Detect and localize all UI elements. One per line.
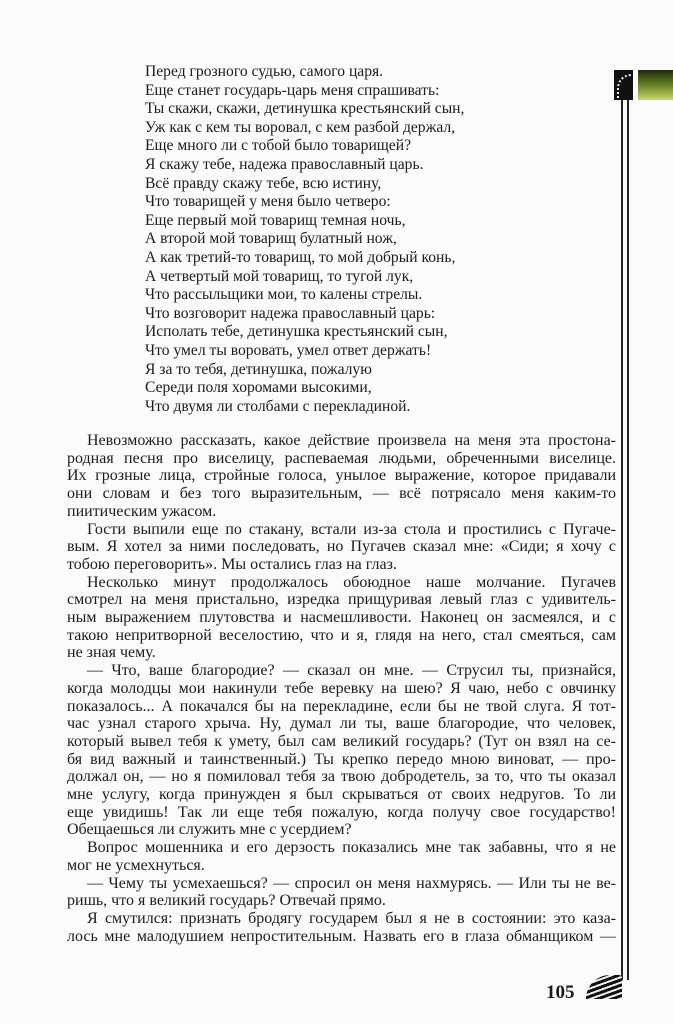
verse-line: Исполать тебе, детинушка крестьянский сын, xyxy=(145,323,448,341)
paragraph xyxy=(67,432,616,521)
verse-line: Ты скажи, скажи, детинушка крестьянский сын, xyxy=(145,100,465,118)
verse-line: Всё правду скажу тебе, всю истину, xyxy=(145,174,382,192)
verse-line: Я скажу тебе, надежа православный царь. xyxy=(145,155,424,173)
verse-line: Что умел ты воровать, умел ответ держать! xyxy=(145,341,432,359)
fan-ornament-icon xyxy=(614,70,633,100)
text-line: когда молодцы мои накинули тебе веревку на шею? Я чаю, небо с овчинку xyxy=(67,679,616,697)
text-line: родная песня про виселицу, распеваемая людьми, обреченными виселице. xyxy=(67,449,616,467)
text-line: мне услугу, когда принужден я был скрываться от своих недругов. То ли xyxy=(67,786,616,804)
text-line: пиитическим ужасом. xyxy=(67,502,217,520)
paragraph xyxy=(67,662,616,839)
text-line: Невозможно рассказать, какое действие произвела на меня эта простона- xyxy=(87,432,616,449)
text-line: Я смутился: признать бродягу государем был я не в состоянии: это каза- xyxy=(87,909,616,927)
verse-line: Перед грозного судью, самого царя. xyxy=(145,63,384,80)
text-line: который вывел тебя к умету, был сам великий государь? (Тут он взял на се- xyxy=(67,732,616,750)
text-line: они словам и без того выразительным, — всё потрясало меня каким-то xyxy=(67,485,616,503)
text-line: Несколько минут продолжалось обоюдное наше молчание. Пугачев xyxy=(87,573,616,591)
text-line: Вопрос мошенника и его дерзость показались мне так забавны, что я не xyxy=(87,839,616,857)
text-line: Гости выпили еще по стакану, встали из-за стола и простились с Пугаче- xyxy=(87,520,616,538)
text-line: вым. Я хотел за ними последовать, но Пугачев сказал мне: «Сиди; я хочу с xyxy=(67,538,616,556)
text-line: — Что, ваше благородие? — сказал он мне. — Струсил ты, признайся, xyxy=(87,662,616,680)
text-line: ришь, что я великий государь? Отвечай прямо. xyxy=(67,892,386,910)
verse-line: Середи поля хоромами высокими, xyxy=(145,379,372,397)
text-line: лось мне малодушием непростительным. Назвать его в глаза обманщиком — xyxy=(67,927,616,945)
paragraph xyxy=(67,839,616,874)
verse-line: Еще станет государь-царь меня спрашивать: xyxy=(145,81,440,99)
verse-line: Что товарищей у меня было четверо: xyxy=(145,193,391,211)
text-line: должал он, — но я помиловал тебя за твою добродетель, за то, что ты оказал xyxy=(67,768,616,786)
header-thumbnail-image xyxy=(638,70,673,100)
prose-text xyxy=(67,432,616,945)
text-line: еще увидишь! Так ли еще тебя пожалую, когда получу свое государство! xyxy=(67,803,616,821)
verse-line: Что возговорит надежа православный царь: xyxy=(145,304,436,322)
text-line: не зная чему. xyxy=(67,644,156,662)
text-line: мог не усмехнуться. xyxy=(67,856,205,874)
paragraph xyxy=(67,521,616,574)
verse-line: Еще много ли с тобой было товарищей? xyxy=(145,137,411,155)
song-verse xyxy=(145,63,464,416)
verse-line: Я за то тебя, детинушка, пожалую xyxy=(145,360,372,378)
text-line: бя вид важный и таинственный.) Ты крепко передо мною виноват, — про- xyxy=(67,750,616,768)
text-line: тобою переговорить». Мы остались глаз на глаз. xyxy=(67,555,397,573)
text-line: ным выражением плутовства и насмешливости. Наконец он засмеялся, и с xyxy=(67,609,616,627)
verse-line: А как третий-то товарищ, то мой добрый конь, xyxy=(145,248,456,266)
text-line: Обещаешься ли служить мне с усердием? xyxy=(67,821,352,839)
paragraph xyxy=(67,910,616,945)
paragraph xyxy=(67,574,616,663)
text-line: показалось... А покачался бы на перекладине, если бы не твой слуга. Я тот- xyxy=(67,697,616,715)
text-line: смотрел на меня пристально, изредка прищуривая левый глаз с удивитель- xyxy=(67,591,616,609)
verse-line: Что двумя ли столбами с перекладиной. xyxy=(145,397,411,415)
text-line: час узнал старого хрыча. Ну, думал ли ты, ваше благородие, что человек, xyxy=(67,715,616,733)
margin-rule xyxy=(627,100,629,980)
verse-line: А второй мой товарищ булатный нож, xyxy=(145,230,397,248)
verse-line: Что рассыльщики мои, то калены стрелы. xyxy=(145,286,423,304)
text-line: такою непритворной веселостию, что и я, глядя на него, стал смеяться, сам xyxy=(67,626,616,644)
page-number: 105 xyxy=(546,982,575,1003)
verse-line: Еще первый мой товарищ темная ночь, xyxy=(145,211,406,229)
paragraph xyxy=(67,875,616,910)
verse-line: Уж как с кем ты воровал, с кем разбой держал, xyxy=(145,118,456,136)
verse-line: А четвертый мой товарищ, то тугой лук, xyxy=(145,267,414,285)
shell-ornament-icon xyxy=(586,975,622,999)
text-line: Их грозные лица, стройные голоса, унылое выражение, которое придавали xyxy=(67,467,616,485)
margin-rule xyxy=(621,100,623,980)
text-line: — Чему ты усмехаешься? — спросил он меня нахмурясь. — Или ты не ве- xyxy=(87,874,616,892)
